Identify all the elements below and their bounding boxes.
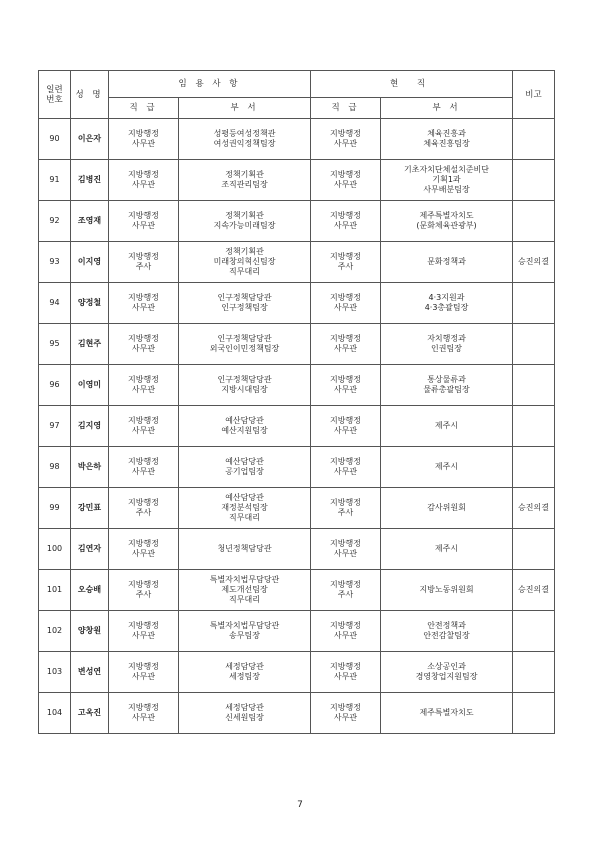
cell-current-grade <box>311 611 381 652</box>
cell-current-grade-line: 지방행정 <box>330 129 361 138</box>
cell-note <box>513 365 555 406</box>
cell-current-dept <box>381 447 513 488</box>
cell-current-grade-line: 지방행정 <box>330 375 361 384</box>
cell-current-dept-line: 물류총괄팀장 <box>423 385 470 394</box>
cell-current-grade-line: 지방행정 <box>330 211 361 220</box>
cell-current-dept-line: 제주시 <box>434 544 459 553</box>
cell-current-grade-line: 지방행정 <box>330 416 361 425</box>
table-row <box>39 324 555 365</box>
cell-current-grade-line: 지방행정 <box>330 293 361 302</box>
cell-new-grade-line: 지방행정 <box>128 580 159 589</box>
cell-new-grade-line: 지방행정 <box>128 703 159 712</box>
cell-current-grade-line: 지방행정 <box>330 457 361 466</box>
table-row <box>39 365 555 406</box>
cell-current-dept-line: (문화체육관광부) <box>416 221 477 230</box>
cell-current-grade-line: 사무관 <box>333 221 358 230</box>
cell-current-grade <box>311 160 381 201</box>
cell-current-dept <box>381 283 513 324</box>
cell-new-dept-line: 신세원팀장 <box>225 713 264 722</box>
cell-new-grade-line: 주사 <box>135 590 152 599</box>
cell-new-dept <box>179 611 311 652</box>
cell-current-dept-line: 안전정책과 <box>427 621 466 630</box>
cell-new-dept-line: 여성권익정책팀장 <box>213 139 276 148</box>
cell-name: 김병진 <box>71 160 109 201</box>
cell-serial: 93 <box>39 242 71 283</box>
cell-new-grade-line: 지방행정 <box>128 375 159 384</box>
cell-current-dept-line: 4·3지원과 <box>428 293 465 302</box>
cell-current-grade-line: 사무관 <box>333 672 358 681</box>
cell-current-grade-line: 지방행정 <box>330 170 361 179</box>
cell-new-dept-line: 직무대리 <box>229 595 260 604</box>
table-row <box>39 160 555 201</box>
cell-name: 김현주 <box>71 324 109 365</box>
cell-serial: 104 <box>39 693 71 734</box>
cell-new-dept-line: 세정담당관 <box>225 662 264 671</box>
page-number: 7 <box>297 800 303 810</box>
table-row <box>39 611 555 652</box>
cell-new-grade <box>109 201 179 242</box>
cell-new-grade-line: 사무관 <box>131 713 156 722</box>
cell-name: 고옥진 <box>71 693 109 734</box>
cell-new-dept-line: 인구정책담당관 <box>217 293 272 302</box>
cell-note <box>513 447 555 488</box>
cell-new-grade-line: 사무관 <box>131 139 156 148</box>
cell-current-dept-line: 체육진흥과 <box>427 129 466 138</box>
cell-new-dept-line: 미래창의혁신팀장 <box>213 257 276 266</box>
cell-current-grade <box>311 201 381 242</box>
cell-current-dept-line: 경영창업지원팀장 <box>415 672 478 681</box>
cell-current-grade <box>311 529 381 570</box>
cell-new-dept-line: 인구정책담당관 <box>217 334 272 343</box>
cell-new-dept-line: 예산담당관 <box>225 416 264 425</box>
table-row <box>39 201 555 242</box>
cell-new-dept <box>179 488 311 529</box>
cell-new-grade <box>109 242 179 283</box>
cell-name: 박은하 <box>71 447 109 488</box>
cell-new-grade-line: 사무관 <box>131 385 156 394</box>
cell-current-grade <box>311 365 381 406</box>
cell-new-dept-line: 제도개선팀장 <box>221 585 268 594</box>
cell-note <box>513 201 555 242</box>
cell-current-grade-line: 지방행정 <box>330 621 361 630</box>
table-row <box>39 242 555 283</box>
cell-current-grade-line: 지방행정 <box>330 580 361 589</box>
cell-current-grade-line: 사무관 <box>333 180 358 189</box>
cell-note <box>513 160 555 201</box>
cell-new-dept <box>179 652 311 693</box>
cell-note <box>513 406 555 447</box>
cell-serial: 90 <box>39 119 71 160</box>
cell-current-dept <box>381 693 513 734</box>
cell-new-grade-line: 지방행정 <box>128 539 159 548</box>
table-row <box>39 119 555 160</box>
cell-serial: 92 <box>39 201 71 242</box>
cell-current-grade <box>311 242 381 283</box>
cell-note: 승진의결 <box>513 570 555 611</box>
cell-new-grade-line: 지방행정 <box>128 457 159 466</box>
cell-note <box>513 283 555 324</box>
cell-current-dept <box>381 488 513 529</box>
cell-current-grade <box>311 693 381 734</box>
cell-serial: 97 <box>39 406 71 447</box>
cell-serial: 94 <box>39 283 71 324</box>
cell-current-dept <box>381 119 513 160</box>
cell-new-dept <box>179 693 311 734</box>
cell-current-dept <box>381 570 513 611</box>
cell-current-grade <box>311 283 381 324</box>
cell-current-dept-line: 체육진흥팀장 <box>423 139 470 148</box>
cell-current-grade-line: 사무관 <box>333 426 358 435</box>
cell-new-dept <box>179 529 311 570</box>
cell-note <box>513 693 555 734</box>
cell-new-grade-line: 지방행정 <box>128 252 159 261</box>
cell-new-grade-line: 지방행정 <box>128 334 159 343</box>
cell-name: 조영재 <box>71 201 109 242</box>
cell-new-dept-line: 예산담당관 <box>225 457 264 466</box>
cell-current-dept <box>381 406 513 447</box>
cell-current-dept-line: 안전감찰팀장 <box>423 631 470 640</box>
cell-new-grade-line: 지방행정 <box>128 662 159 671</box>
cell-current-grade-line: 사무관 <box>333 549 358 558</box>
cell-current-dept-line: 감사위원회 <box>427 503 466 512</box>
cell-name: 강민표 <box>71 488 109 529</box>
cell-new-dept-line: 공기업팀장 <box>225 467 264 476</box>
cell-current-grade-line: 지방행정 <box>330 539 361 548</box>
cell-new-dept <box>179 570 311 611</box>
cell-current-dept-line: 4·3총괄팀장 <box>424 303 469 312</box>
cell-current-grade <box>311 406 381 447</box>
cell-new-dept-line: 지방시대팀장 <box>221 385 268 394</box>
cell-current-dept-line: 제주특별자치도 <box>419 211 474 220</box>
cell-new-grade-line: 사무관 <box>131 467 156 476</box>
cell-new-dept-line: 직무대리 <box>229 267 260 276</box>
cell-new-grade-line: 사무관 <box>131 672 156 681</box>
cell-new-grade <box>109 365 179 406</box>
cell-name: 이은자 <box>71 119 109 160</box>
cell-name: 변성연 <box>71 652 109 693</box>
cell-current-grade-line: 사무관 <box>333 467 358 476</box>
cell-current-grade <box>311 570 381 611</box>
cell-name: 이영미 <box>71 365 109 406</box>
cell-current-grade <box>311 447 381 488</box>
col-header-serial: 일련 번호 <box>39 71 71 119</box>
table-row <box>39 488 555 529</box>
cell-current-dept-line: 소상공인과 <box>427 662 466 671</box>
cell-current-dept <box>381 529 513 570</box>
cell-new-dept-line: 특별자치법무담당관 <box>209 621 280 630</box>
cell-new-grade-line: 사무관 <box>131 180 156 189</box>
cell-note <box>513 611 555 652</box>
cell-note <box>513 652 555 693</box>
cell-new-grade <box>109 283 179 324</box>
table-row <box>39 652 555 693</box>
cell-new-grade <box>109 570 179 611</box>
cell-new-grade-line: 지방행정 <box>128 211 159 220</box>
cell-current-grade-line: 사무관 <box>333 385 358 394</box>
cell-serial: 95 <box>39 324 71 365</box>
cell-current-grade <box>311 652 381 693</box>
cell-note <box>513 324 555 365</box>
cell-note <box>513 529 555 570</box>
appointment-table <box>38 70 555 734</box>
cell-new-dept-line: 송무팀장 <box>229 631 260 640</box>
cell-new-dept-line: 정책기획관 <box>225 211 264 220</box>
cell-new-grade <box>109 611 179 652</box>
table-row <box>39 283 555 324</box>
cell-current-grade <box>311 488 381 529</box>
cell-current-dept-line: 지방노동위원회 <box>419 585 474 594</box>
cell-new-dept <box>179 242 311 283</box>
cell-new-grade <box>109 406 179 447</box>
cell-name: 김연자 <box>71 529 109 570</box>
cell-new-grade-line: 사무관 <box>131 221 156 230</box>
cell-current-dept-line: 자치행정과 <box>427 334 466 343</box>
cell-new-grade <box>109 447 179 488</box>
cell-new-dept-line: 인구정책담당관 <box>217 375 272 384</box>
col-header-name: 성 명 <box>71 71 109 119</box>
cell-new-grade-line: 지방행정 <box>128 129 159 138</box>
cell-new-dept-line: 세정팀장 <box>229 672 260 681</box>
cell-note: 승진의결 <box>513 488 555 529</box>
cell-new-grade <box>109 529 179 570</box>
cell-current-dept-line: 통상물류과 <box>427 375 466 384</box>
cell-new-dept-line: 재정분석팀장 <box>221 503 268 512</box>
cell-new-grade <box>109 652 179 693</box>
col-header-new-grade: 직 급 <box>109 98 179 119</box>
cell-current-grade-line: 지방행정 <box>330 334 361 343</box>
cell-new-dept <box>179 365 311 406</box>
cell-serial: 99 <box>39 488 71 529</box>
cell-current-dept <box>381 242 513 283</box>
cell-new-dept <box>179 283 311 324</box>
cell-new-grade <box>109 488 179 529</box>
cell-current-grade <box>311 324 381 365</box>
cell-current-dept-line: 제주시 <box>434 462 459 471</box>
cell-serial: 103 <box>39 652 71 693</box>
cell-new-grade-line: 사무관 <box>131 631 156 640</box>
col-header-cur-grade: 직 급 <box>311 98 381 119</box>
cell-new-dept-line: 특별자치법무담당관 <box>209 575 280 584</box>
cell-serial: 91 <box>39 160 71 201</box>
table-body <box>39 119 555 734</box>
cell-new-dept <box>179 201 311 242</box>
cell-new-dept-line: 정책기획관 <box>225 170 264 179</box>
cell-current-grade-line: 주사 <box>337 262 354 271</box>
cell-serial: 98 <box>39 447 71 488</box>
cell-current-dept-line: 문화정책과 <box>427 257 466 266</box>
table-row <box>39 529 555 570</box>
table-row <box>39 693 555 734</box>
cell-new-grade-line: 사무관 <box>131 303 156 312</box>
cell-new-grade <box>109 693 179 734</box>
cell-current-dept <box>381 365 513 406</box>
cell-current-dept-line: 제주시 <box>434 421 459 430</box>
cell-new-dept-line: 성평등여성정책관 <box>213 129 276 138</box>
cell-new-grade-line: 지방행정 <box>128 416 159 425</box>
cell-new-dept <box>179 324 311 365</box>
cell-new-dept <box>179 160 311 201</box>
cell-new-dept <box>179 447 311 488</box>
cell-current-dept <box>381 324 513 365</box>
cell-current-dept <box>381 652 513 693</box>
table-row <box>39 570 555 611</box>
table-row <box>39 447 555 488</box>
cell-new-dept-line: 조직관리팀장 <box>221 180 268 189</box>
cell-new-dept-line: 외국인이민정책팀장 <box>209 344 280 353</box>
cell-new-dept-line: 예산담당관 <box>225 493 264 502</box>
col-header-cur-dept: 부 서 <box>381 98 513 119</box>
cell-current-grade-line: 사무관 <box>333 713 358 722</box>
cell-serial: 101 <box>39 570 71 611</box>
cell-new-grade-line: 지방행정 <box>128 293 159 302</box>
cell-current-grade-line: 사무관 <box>333 303 358 312</box>
cell-new-dept <box>179 119 311 160</box>
cell-new-grade-line: 사무관 <box>131 549 156 558</box>
cell-new-dept-line: 정책기획관 <box>225 247 264 256</box>
cell-new-grade <box>109 160 179 201</box>
cell-current-grade-line: 주사 <box>337 508 354 517</box>
cell-current-grade-line: 주사 <box>337 590 354 599</box>
table-row <box>39 406 555 447</box>
cell-note: 승진의결 <box>513 242 555 283</box>
cell-name: 양창원 <box>71 611 109 652</box>
cell-new-dept <box>179 406 311 447</box>
cell-new-dept-line: 예산지원팀장 <box>221 426 268 435</box>
cell-new-dept-line: 직무대리 <box>229 513 260 522</box>
cell-new-grade-line: 사무관 <box>131 426 156 435</box>
cell-current-dept-line: 인권팀장 <box>431 344 462 353</box>
cell-new-grade-line: 지방행정 <box>128 621 159 630</box>
cell-serial: 100 <box>39 529 71 570</box>
cell-current-grade-line: 지방행정 <box>330 252 361 261</box>
cell-current-dept <box>381 201 513 242</box>
cell-new-dept-line: 세정담당관 <box>225 703 264 712</box>
col-header-current: 현 직 <box>311 71 513 98</box>
cell-new-dept-line: 청년정책담당관 <box>217 544 272 553</box>
cell-current-grade-line: 사무관 <box>333 139 358 148</box>
cell-current-dept-line: 기초자치단체설치준비단 <box>404 165 490 174</box>
cell-name: 오승배 <box>71 570 109 611</box>
cell-name: 김지영 <box>71 406 109 447</box>
cell-current-dept <box>381 611 513 652</box>
cell-current-grade-line: 지방행정 <box>330 498 361 507</box>
cell-new-grade-line: 주사 <box>135 262 152 271</box>
cell-serial: 102 <box>39 611 71 652</box>
cell-new-grade-line: 지방행정 <box>128 170 159 179</box>
cell-new-grade <box>109 119 179 160</box>
col-header-new-dept: 부 서 <box>179 98 311 119</box>
cell-current-grade-line: 사무관 <box>333 344 358 353</box>
cell-new-dept-line: 지속가능미래팀장 <box>213 221 276 230</box>
cell-new-dept-line: 인구정책팀장 <box>221 303 268 312</box>
cell-current-grade <box>311 119 381 160</box>
cell-current-dept <box>381 160 513 201</box>
cell-current-grade-line: 지방행정 <box>330 703 361 712</box>
cell-current-dept-line: 사무배분팀장 <box>423 185 470 194</box>
cell-current-grade-line: 지방행정 <box>330 662 361 671</box>
cell-new-grade-line: 주사 <box>135 508 152 517</box>
cell-serial: 96 <box>39 365 71 406</box>
col-header-appointment: 임 용 사 항 <box>109 71 311 98</box>
cell-current-grade-line: 사무관 <box>333 631 358 640</box>
cell-new-grade <box>109 324 179 365</box>
cell-note <box>513 119 555 160</box>
col-header-note: 비고 <box>513 71 555 119</box>
cell-name: 양정철 <box>71 283 109 324</box>
cell-name: 이지영 <box>71 242 109 283</box>
cell-current-dept-line: 기획1과 <box>432 175 461 184</box>
cell-new-grade-line: 지방행정 <box>128 498 159 507</box>
cell-current-dept-line: 제주특별자치도 <box>419 708 474 717</box>
cell-new-grade-line: 사무관 <box>131 344 156 353</box>
